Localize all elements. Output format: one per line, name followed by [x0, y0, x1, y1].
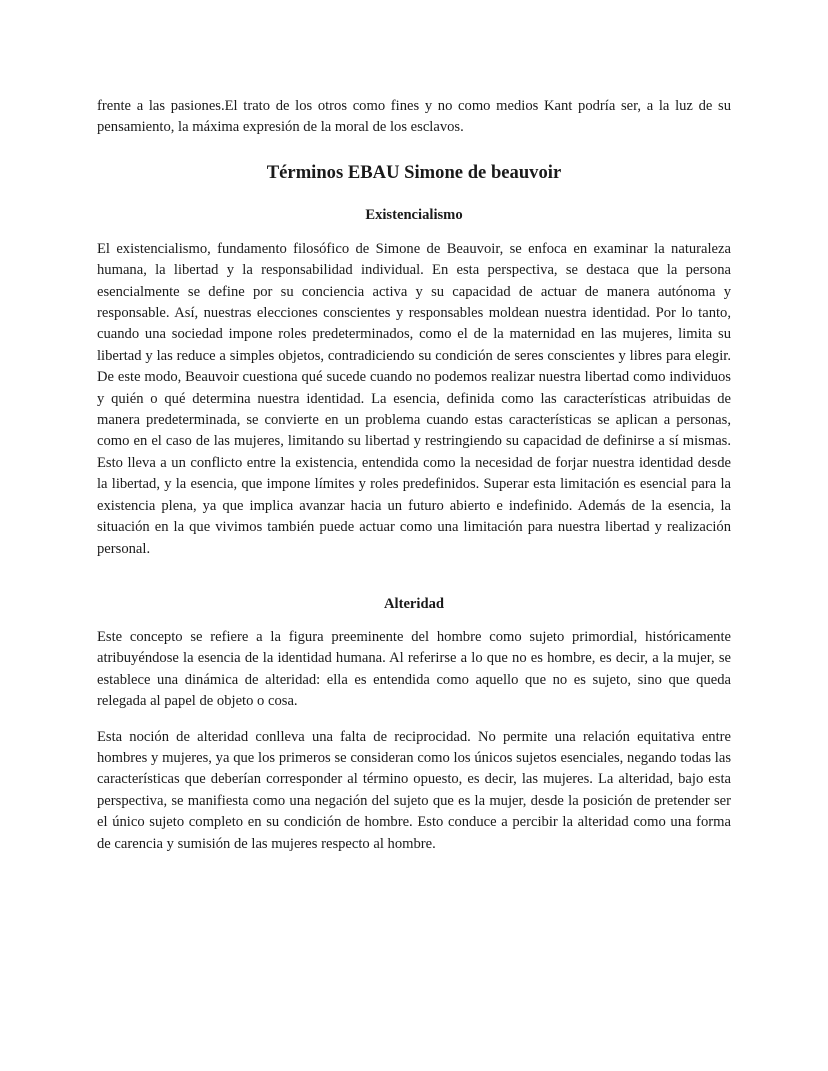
intro-paragraph: frente a las pasiones.El trato de los otros como fines y no como medios Kant podría ser, a la luz de su pensamiento, la máxima expresión de la moral de los esclavos. — [97, 98, 731, 136]
section-alteridad — [97, 594, 731, 855]
alteridad-paragraph-2: Esta noción de alteridad conlleva una falta de reciprocidad. No permite una relación equitativa entre hombres y mujeres, ya que los primeros se consideran como los únicos sujetos esenciales, negando todas las características que deberían corresponder al término opuesto, es decir, las mujeres. La alteridad, bajo esta perspectiva, se manifiesta como una negación del sujeto que es la mujer, desde la posición de pretender ser el único sujeto completo en su condición de hombre. Esto conduce a percibir la alteridad como una forma de carencia y sumisión de las mujeres respecto al hombre. — [97, 728, 731, 852]
section-existencialismo — [97, 205, 731, 560]
section-heading-alteridad: Alteridad — [384, 595, 444, 612]
existencialismo-paragraph: El existencialismo, fundamento filosófico de Simone de Beauvoir, se enfoca en examinar la naturaleza humana, la libertad y la responsabilidad individual. En esta perspectiva, se destaca que la persona esencialmente se define por su conciencia activa y su capacidad de actuar de manera autónoma y responsable. Así, nuestras elecciones conscientes y responsables moldean nuestra identidad. Por lo tanto, cuando una sociedad impone roles predeterminados, como el de la maternidad en las mujeres, limita su libertad y las reduce a simples objetos, contradiciendo su condición de seres conscientes y libres para elegir. De este modo, Beauvoir cuestiona qué sucede cuando no podemos realizar nuestra libertad como individuos y quién o qué determina nuestra identidad. La esencia, definida como las características atribuidas de manera predeterminada, se convierte en un problema cuando estas características se aplican a personas, como en el caso de las mujeres, limitando su libertad y restringiendo su capacidad de definirse a sí mismas. Esto lleva a un conflicto entre la existencia, entendida como la necesidad de forjar nuestra identidad desde la libertad, y la esencia, que impone límites y roles predefinidos. Superar esta limitación es esencial para la existencia plena, ya que implica avanzar hacia un futuro abierto e indefinido. Además de la esencia, la situación en la que vivimos también puede actuar como una limitación para nuestra libertad y realización personal. — [97, 240, 731, 557]
section-heading-existencialismo: Existencialismo — [365, 206, 463, 223]
alteridad-paragraph-1: Este concepto se refiere a la figura preeminente del hombre como sujeto primordial, históricamente atribuyéndose la esencia de la identidad humana. Al referirse a lo que no es hombre, es decir, a la mujer, se establece una dinámica de alteridad: ella es entendida como aquello que no es sujeto, sino que queda relegada al papel de objeto o cosa. — [97, 628, 731, 710]
document-title: Términos EBAU Simone de beauvoir — [266, 161, 562, 183]
document-page — [97, 96, 731, 855]
